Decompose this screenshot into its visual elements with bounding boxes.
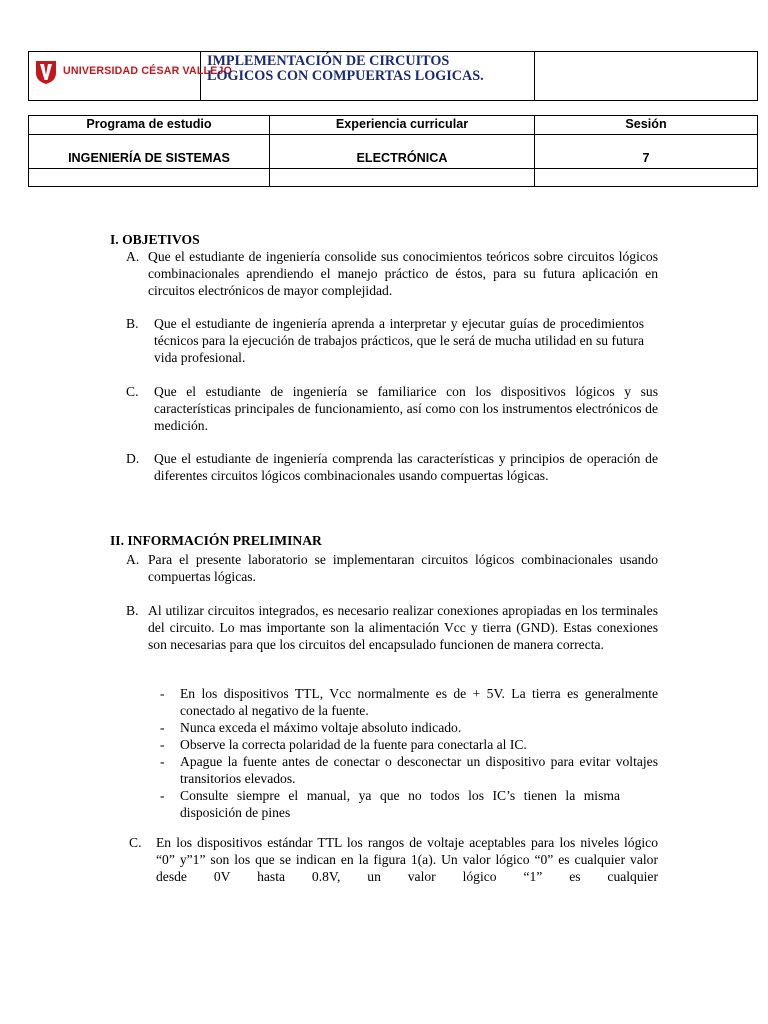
info-b: Al utilizar circuitos integrados, es necesario realizar conexiones apropiadas en los terminales del circuito. Lo mas importante son la alimentación Vcc y tierra (GND). Estas conexiones son necesarias para que los circuitos del encapsulado funcionen de manera correcta. xyxy=(148,603,658,652)
title-line-1: IMPLEMENTACIÓN DE CIRCUITOS xyxy=(207,53,450,69)
title-line-2: LOGICOS CON COMPUERTAS LOGICAS. xyxy=(207,68,484,84)
empty-cell xyxy=(535,52,757,100)
university-name: UNIVERSIDAD CÉSAR VALLEJO xyxy=(63,65,233,77)
bullet-marker: - xyxy=(160,754,165,769)
item-label: B. xyxy=(126,603,139,618)
title-cell xyxy=(201,52,535,100)
cell-program: INGENIERÍA DE SISTEMAS xyxy=(68,151,230,165)
objective-b: Que el estudiante de ingeniería aprenda a interpretar y ejecutar guías de procedimientos técnicos para la ejecución de trabajos prácticos, que le será de mucha utilidad en su futura vida profesional. xyxy=(154,316,644,365)
objective-a: Que el estudiante de ingeniería consolide sus conocimientos teóricos sobre circuitos lógicos combinacionales aprendiendo el manejo práctico de éstos, para su futura aplicación en circuitos electrónicos de mayor complejidad. xyxy=(148,249,658,298)
item-label: A. xyxy=(126,552,140,567)
bullet-item: Observe la correcta polaridad de la fuente para conectarla al IC. xyxy=(180,737,527,752)
header-table xyxy=(28,51,758,101)
table-divider xyxy=(29,168,757,169)
bullet-item: En los dispositivos TTL, Vcc normalmente es de + 5V. La tierra es generalmente conectado al negativo de la fuente. xyxy=(180,686,658,718)
program-table xyxy=(28,115,758,187)
bullet-marker: - xyxy=(160,720,165,735)
item-label: A. xyxy=(126,249,140,264)
item-label: D. xyxy=(126,451,140,466)
cell-session: 7 xyxy=(642,151,650,165)
header-experience: Experiencia curricular xyxy=(335,117,469,131)
bullet-marker: - xyxy=(160,686,165,701)
info-a: Para el presente laboratorio se implementaran circuitos lógicos combinacionales usando compuertas lógicas. xyxy=(148,552,658,584)
bullet-marker: - xyxy=(160,737,165,752)
objective-d: Que el estudiante de ingeniería comprenda las características y principios de operación de diferentes circuitos lógicos combinacionales usando compuertas lógicas. xyxy=(154,451,658,483)
university-logo-icon xyxy=(35,59,57,85)
document-title xyxy=(207,54,484,84)
item-label: B. xyxy=(126,316,139,331)
section-objetivos-title: I. OBJETIVOS xyxy=(110,232,200,247)
table-divider xyxy=(29,134,757,135)
header-session: Sesión xyxy=(625,117,667,131)
objective-c: Que el estudiante de ingeniería se familiarice con los dispositivos lógicos y sus características principales de funcionamiento, así como con los instrumentos electrónicos de medición. xyxy=(154,384,658,433)
logo-cell xyxy=(29,52,233,100)
bullet-marker: - xyxy=(160,788,165,803)
cell-experience: ELECTRÓNICA xyxy=(356,151,448,165)
bullet-item: Nunca exceda el máximo voltaje absoluto indicado. xyxy=(180,720,462,735)
section-informacion-title: II. INFORMACIÓN PRELIMINAR xyxy=(110,533,322,548)
bullet-item: Apague la fuente antes de conectar o desconectar un dispositivo para evitar voltajes transitorios elevados. xyxy=(180,754,658,786)
info-c: En los dispositivos estándar TTL los rangos de voltaje aceptables para los niveles lógico “0” y”1” son los que se indican en la figura 1(a). Un valor lógico “0” es cualquier valor desde 0V hasta 0.8V, un valor lógico “1” es cualquier xyxy=(156,835,658,884)
item-label: C. xyxy=(129,835,142,850)
header-program: Programa de estudio xyxy=(86,117,212,131)
item-label: C. xyxy=(126,384,139,399)
bullet-item: Consulte siempre el manual, ya que no todos los IC’s tienen la misma disposición de pines xyxy=(180,788,620,820)
